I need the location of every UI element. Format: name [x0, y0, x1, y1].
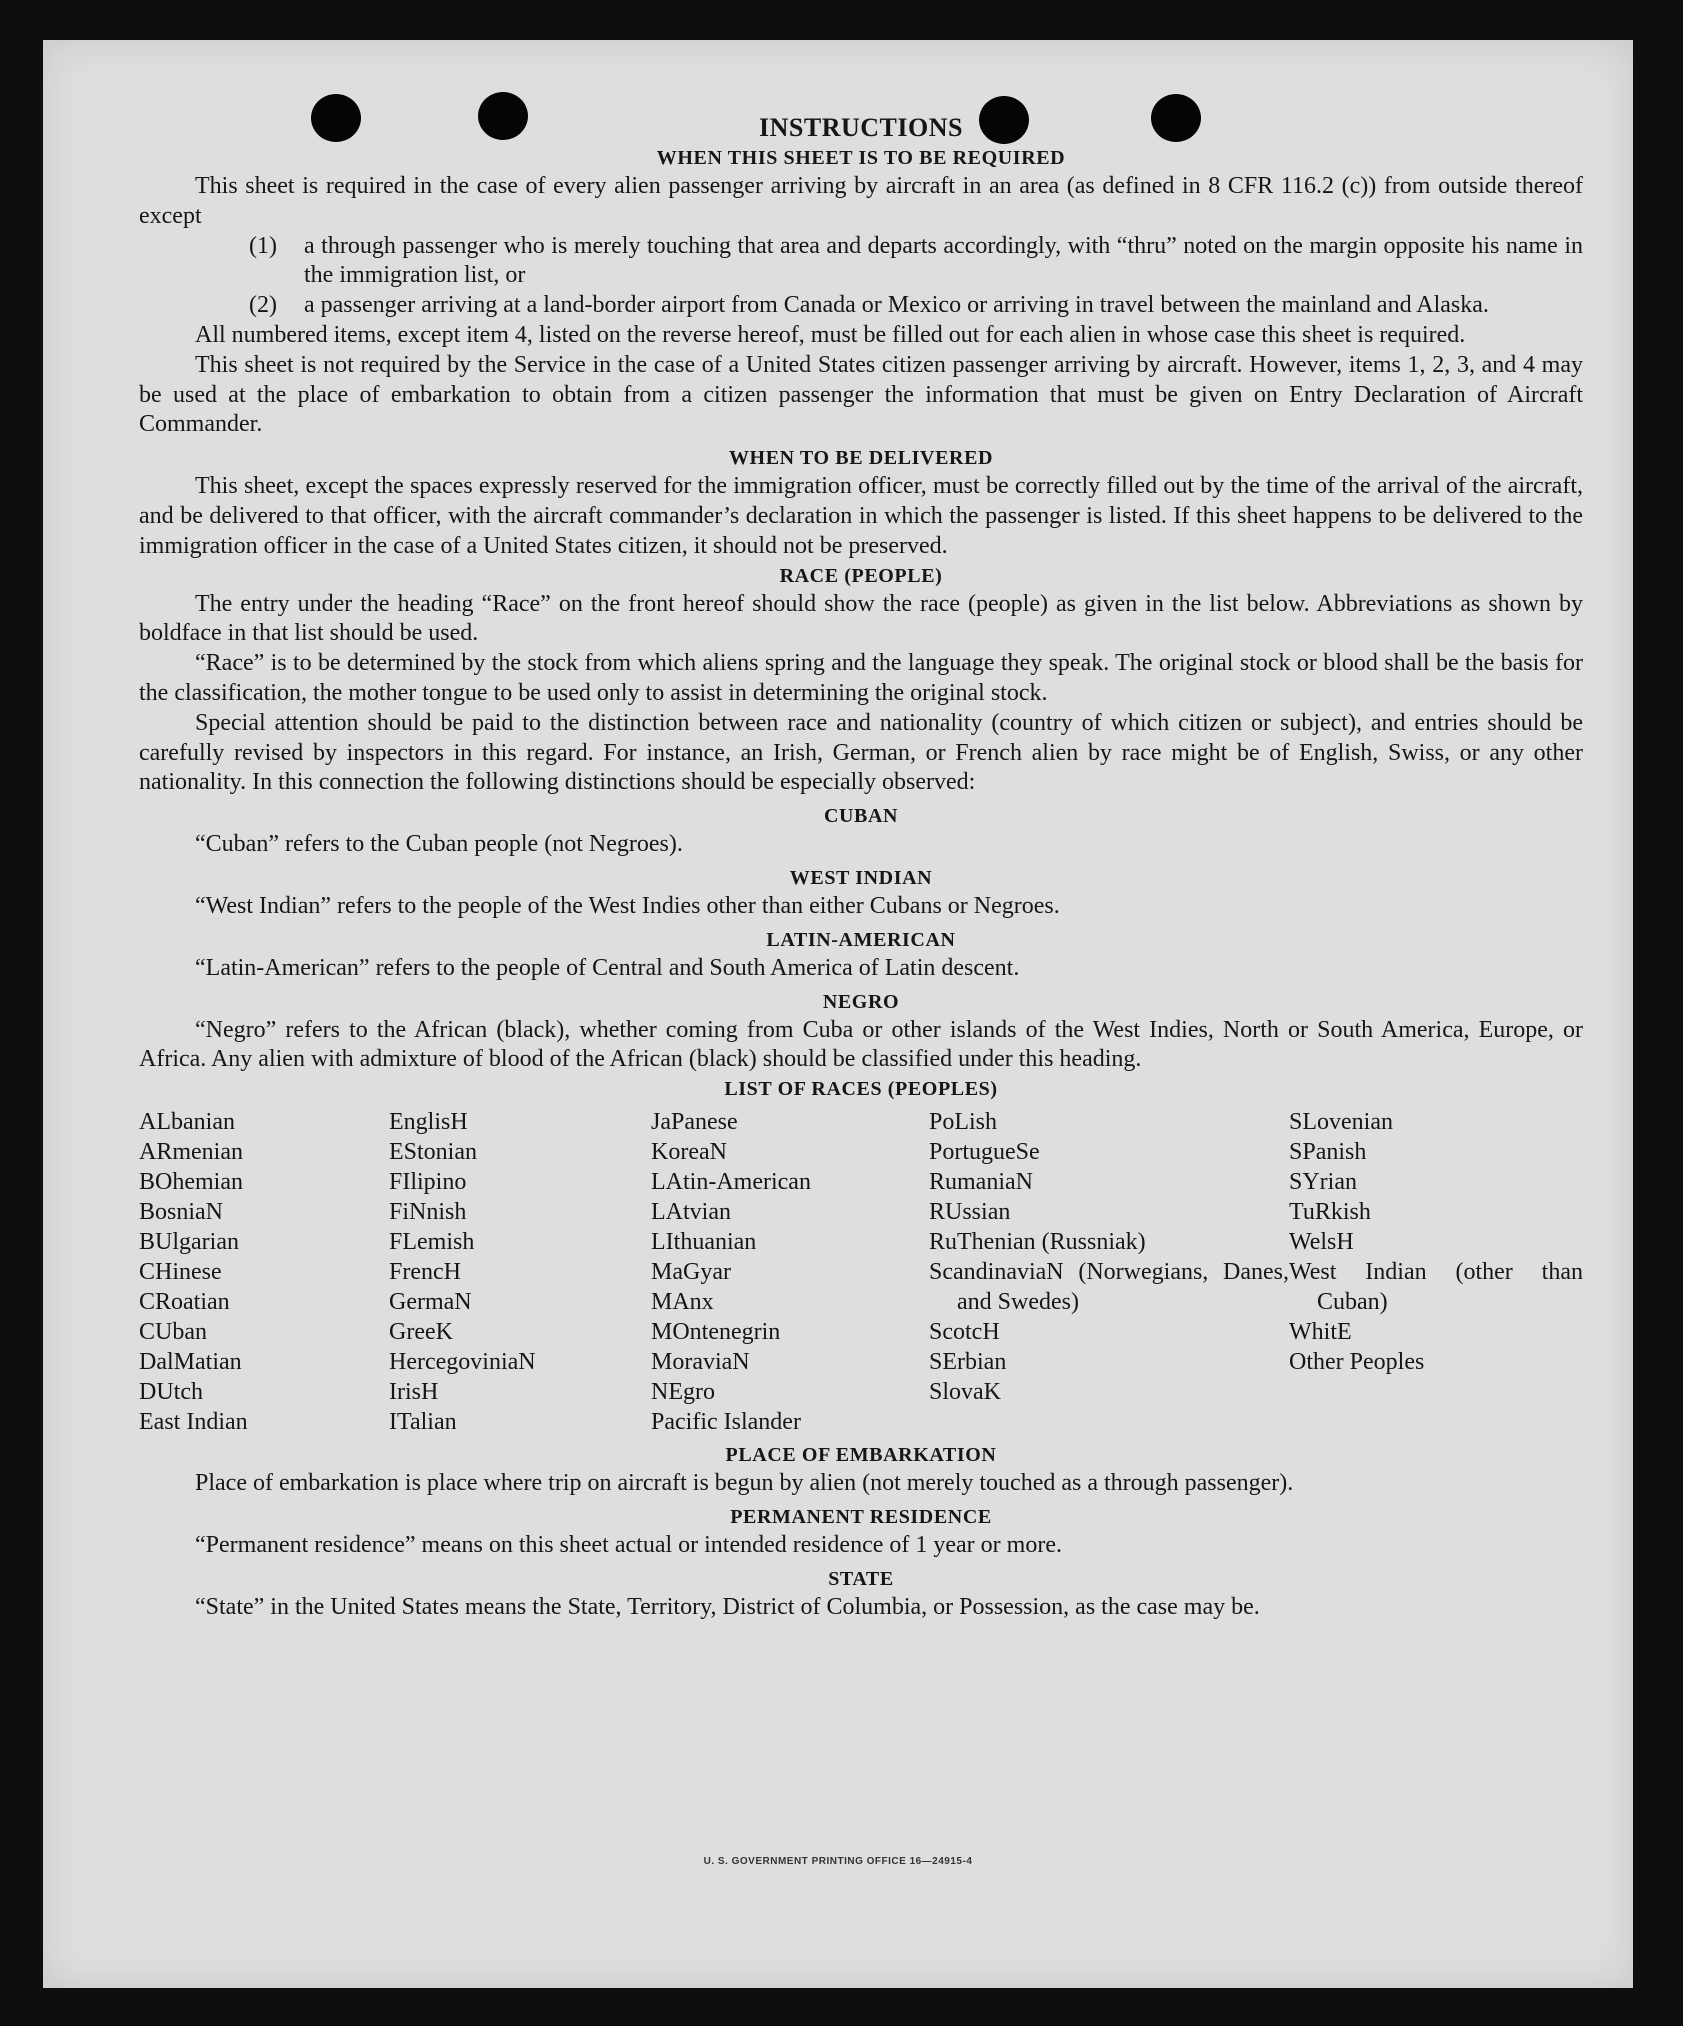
section-title-races-list: LIST OF RACES (PEOPLES)	[724, 1078, 998, 1101]
race-entry: RUssian	[929, 1199, 1011, 1226]
race-entry: EStonian	[389, 1139, 477, 1166]
section-title-negro: NEGRO	[822, 990, 900, 1013]
race-entry: MOntenegrin	[651, 1319, 781, 1346]
race-entry: CRoatian	[139, 1289, 230, 1316]
list-item	[139, 291, 1583, 321]
section-title-embarkation: PLACE OF EMBARKATION	[725, 1444, 997, 1467]
paragraph: This sheet is not required by the Service in the case of a United States citizen passenger arriving by aircraft. However, items 1, 2, 3, and 4 may be used at the place of embarkation to obtain from a citizen passenger the information that must be given on Entry Declaration of Aircraft Commander.	[139, 351, 1583, 438]
list-item	[139, 232, 1583, 292]
paragraph: “Race” is to be determined by the stock from which aliens spring and the language they speak. The original stock or blood shall be the basis for the classification, the mother tongue to be used only to assist in determining the original stock.	[139, 650, 1583, 706]
race-entry: BUlgarian	[139, 1229, 239, 1256]
section-title-residence: PERMANENT RESIDENCE	[730, 1505, 992, 1528]
race-entry: LAtin-American	[651, 1169, 811, 1196]
paragraph: “Negro” refers to the African (black), whether coming from Cuba or other islands of the West Indies, North or South America, Europe, or Africa. Any alien with admixture of blood of the African (black) should be classified under this heading.	[139, 1016, 1583, 1073]
race-entry: CHinese	[139, 1259, 222, 1286]
paragraph: Special attention should be paid to the distinction between race and nationality (country of which citizen or subject), and entries should be carefully revised by inspectors in this regard. For instance, an Irish, German, or French alien by race might be of English, Swiss, or any other nationality. In this connection the following distinctions should be especially observed:	[139, 709, 1583, 796]
section-title-state: STATE	[828, 1567, 894, 1590]
races-list	[139, 1107, 1583, 1437]
race-entry: GreeK	[389, 1319, 453, 1346]
race-entry: RuThenian (Russniak)	[929, 1229, 1146, 1256]
item-text: a through passenger who is merely touching that area and departs accordingly, with “thru” noted on the margin opposite his name in the immigration list, or	[304, 232, 1583, 289]
race-entry: ARmenian	[139, 1139, 243, 1166]
instructions-content	[139, 112, 1583, 1623]
race-entry: NEgro	[651, 1379, 715, 1406]
item-number: (2)	[249, 292, 277, 319]
race-entry: JaPanese	[651, 1109, 738, 1136]
race-entry: ITalian	[389, 1409, 457, 1436]
race-entry: HercegoviniaN	[389, 1349, 536, 1376]
race-entry: DalMatian	[139, 1349, 242, 1376]
race-entry: EnglisH	[389, 1109, 468, 1136]
race-entry: GermaN	[389, 1289, 472, 1316]
race-entry: RumaniaN	[929, 1169, 1033, 1196]
paragraph: This sheet is required in the case of every alien passenger arriving by aircraft in an area (as defined in 8 CFR 116.2 (c)) from outside thereof except	[139, 173, 1583, 229]
race-entry: CUban	[139, 1319, 207, 1346]
races-column	[139, 1107, 389, 1437]
race-entry: FLemish	[389, 1229, 475, 1256]
race-entry: WelsH	[1289, 1229, 1354, 1256]
race-entry: East Indian	[139, 1409, 248, 1436]
paragraph: All numbered items, except item 4, listed on the reverse hereof, must be filled out for each alien in whose case this sheet is required.	[195, 321, 1466, 348]
paragraph: “Latin-American” refers to the people of Central and South America of Latin descent.	[195, 954, 1020, 981]
race-entry: SlovaK	[929, 1379, 1001, 1406]
races-column	[651, 1107, 929, 1437]
race-entry: LAtvian	[651, 1199, 731, 1226]
race-entry: SLovenian	[1289, 1109, 1393, 1136]
race-entry: SYrian	[1289, 1169, 1357, 1196]
races-column	[1289, 1107, 1583, 1437]
race-entry: Pacific Islander	[651, 1409, 801, 1436]
race-entry: FrencH	[389, 1259, 461, 1286]
races-column	[929, 1107, 1289, 1437]
race-entry: SPanish	[1289, 1139, 1367, 1166]
race-entry: LIthuanian	[651, 1229, 757, 1256]
race-entry: ALbanian	[139, 1109, 235, 1136]
section-title-cuban: CUBAN	[823, 805, 899, 828]
race-entry: MaGyar	[651, 1259, 731, 1286]
race-entry: SErbian	[929, 1349, 1007, 1376]
race-entry: PoLish	[929, 1109, 998, 1136]
document-page	[43, 40, 1633, 1988]
race-entry: WhitE	[1289, 1319, 1352, 1346]
section-title-delivered: WHEN TO BE DELIVERED	[728, 447, 994, 470]
paragraph: Place of embarkation is place where trip on aircraft is begun by alien (not merely touched as a through passenger).	[195, 1470, 1294, 1497]
item-text: a passenger arriving at a land-border airport from Canada or Mexico or arriving in travel between the mainland and Alaska.	[304, 292, 1489, 319]
race-entry: ScotcH	[929, 1319, 1000, 1346]
section-title-west-indian: WEST INDIAN	[789, 866, 933, 889]
paragraph: The entry under the heading “Race” on the front hereof should show the race (people) as given in the list below. Abbreviations as shown by boldface in that list should be used.	[139, 590, 1583, 647]
page-title: INSTRUCTIONS	[759, 113, 963, 142]
race-entry: PortugueSe	[929, 1139, 1040, 1166]
section-title-race: RACE (PEOPLE)	[779, 564, 943, 587]
race-entry: BosniaN	[139, 1199, 223, 1226]
section-title-required: WHEN THIS SHEET IS TO BE REQUIRED	[656, 147, 1066, 169]
race-entry: Other Peoples	[1289, 1349, 1425, 1376]
printer-imprint: U. S. GOVERNMENT PRINTING OFFICE 16—24915-4	[703, 1856, 973, 1867]
paragraph: “West Indian” refers to the people of the West Indies other than either Cubans or Negroes.	[195, 892, 1060, 919]
race-entry: FiNnish	[389, 1199, 467, 1226]
race-entry: MoraviaN	[651, 1349, 750, 1376]
race-entry: MAnx	[651, 1289, 714, 1316]
paragraph: “State” in the United States means the State, Territory, District of Columbia, or Possession, as the case may be.	[195, 1593, 1260, 1620]
races-column	[389, 1107, 651, 1437]
race-entry: FIlipino	[389, 1169, 467, 1196]
paragraph: “Permanent residence” means on this sheet actual or intended residence of 1 year or more.	[195, 1531, 1062, 1558]
race-entry: TuRkish	[1289, 1199, 1371, 1226]
item-number: (1)	[249, 232, 277, 259]
race-entry: West Indian (other than Cuban)	[1289, 1259, 1583, 1316]
race-entry: IrisH	[389, 1379, 439, 1406]
race-entry: KoreaN	[651, 1139, 727, 1166]
paragraph: “Cuban” refers to the Cuban people (not Negroes).	[195, 831, 683, 858]
paragraph: This sheet, except the spaces expressly reserved for the immigration officer, must be correctly filled out by the time of the arrival of the aircraft, and be delivered to that officer, with the aircraft commander’s declaration in which the passenger is listed. If this sheet happens to be delivered to the immigration officer in the case of a United States citizen, it should not be preserved.	[139, 473, 1583, 559]
section-title-latin-american: LATIN-AMERICAN	[766, 928, 956, 951]
race-entry: ScandinaviaN (Norwegians, Danes, and Swedes)	[929, 1259, 1289, 1316]
race-entry: BOhemian	[139, 1169, 243, 1196]
race-entry: DUtch	[139, 1379, 203, 1406]
